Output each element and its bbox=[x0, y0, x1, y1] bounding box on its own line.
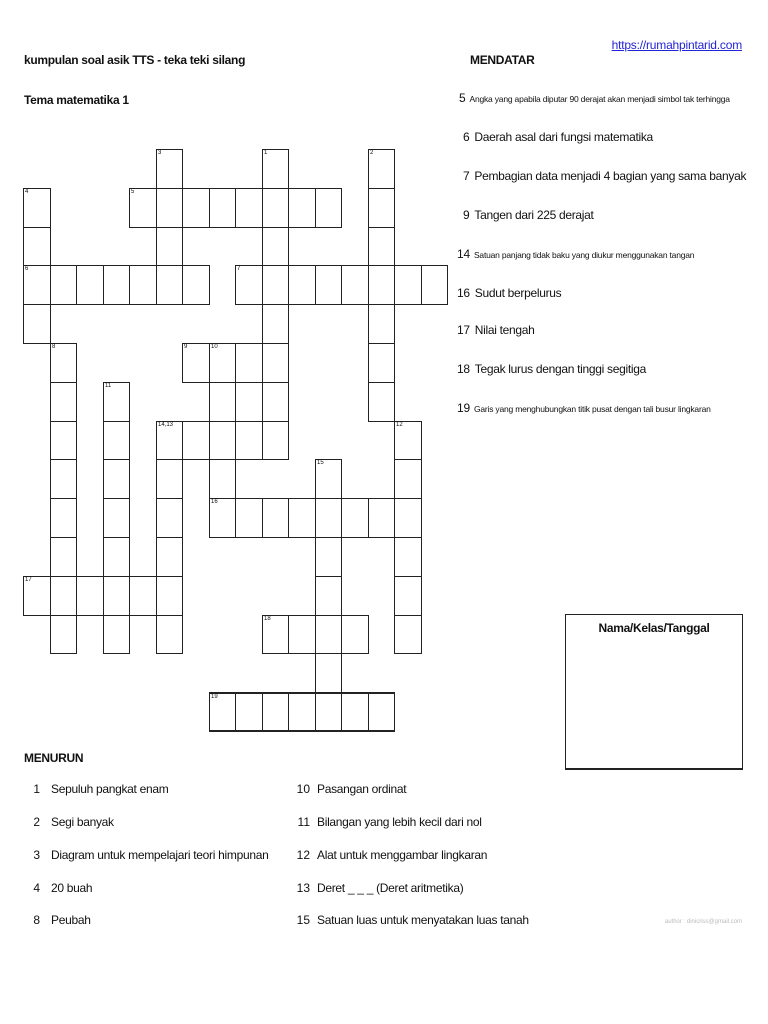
crossword-cell[interactable] bbox=[103, 615, 130, 654]
crossword-cell[interactable] bbox=[262, 343, 289, 383]
crossword-cell[interactable] bbox=[315, 498, 342, 538]
cell-number: 11 bbox=[105, 383, 112, 389]
crossword-cell[interactable] bbox=[368, 265, 395, 305]
crossword-cell[interactable] bbox=[235, 382, 263, 422]
menurun-heading: MENURUN bbox=[24, 751, 84, 765]
clue-number: 3 bbox=[33, 848, 40, 862]
crossword-cell[interactable] bbox=[341, 498, 369, 538]
crossword-cell[interactable] bbox=[368, 498, 395, 538]
crossword-cell[interactable] bbox=[209, 343, 236, 383]
crossword-cell[interactable] bbox=[103, 498, 130, 538]
crossword-cell[interactable] bbox=[315, 265, 342, 305]
crossword-cell[interactable] bbox=[394, 537, 422, 577]
crossword-cell[interactable] bbox=[235, 421, 263, 460]
crossword-cell[interactable] bbox=[315, 576, 342, 616]
site-link[interactable]: https://rumahpintarid.com bbox=[611, 38, 742, 52]
crossword-cell[interactable] bbox=[368, 149, 395, 189]
crossword-cell[interactable] bbox=[394, 576, 422, 616]
crossword-cell[interactable] bbox=[262, 188, 289, 228]
clue-text: 20 buah bbox=[51, 881, 93, 895]
clue-text: Sudut berpelurus bbox=[474, 286, 562, 300]
crossword-cell[interactable] bbox=[235, 692, 263, 732]
crossword-cell[interactable] bbox=[315, 692, 342, 732]
crossword-cell[interactable] bbox=[341, 615, 369, 654]
clue-text: Satuan luas untuk menyatakan luas tanah bbox=[317, 913, 529, 927]
crossword-cell[interactable] bbox=[315, 188, 342, 228]
clue-text: Alat untuk menggambar lingkaran bbox=[317, 848, 488, 862]
crossword-cell[interactable] bbox=[50, 265, 77, 305]
clue-text: Tangen dari 225 derajat bbox=[474, 208, 594, 222]
crossword-cell[interactable] bbox=[288, 498, 316, 538]
crossword-cell[interactable] bbox=[182, 343, 210, 383]
clue-number: 17 bbox=[457, 323, 470, 337]
mendatar-clue bbox=[457, 401, 711, 415]
crossword-cell[interactable] bbox=[129, 576, 157, 616]
cell-number: 12 bbox=[396, 422, 403, 428]
crossword-cell[interactable] bbox=[288, 188, 316, 228]
crossword-cell[interactable] bbox=[76, 265, 104, 305]
clue-number: 19 bbox=[457, 401, 470, 415]
mendatar-clue bbox=[457, 362, 646, 376]
cell-number: 19 bbox=[211, 694, 218, 700]
clue-number: 15 bbox=[296, 913, 310, 927]
clue-number: 11 bbox=[297, 815, 310, 829]
clue-number: 6 bbox=[463, 130, 470, 144]
worksheet-subtitle: Tema matematika 1 bbox=[24, 93, 129, 107]
crossword-cell[interactable] bbox=[182, 421, 210, 460]
cell-number: 2 bbox=[370, 150, 374, 156]
crossword-cell[interactable] bbox=[209, 459, 236, 499]
clue-number: 16 bbox=[457, 286, 470, 300]
crossword-cell[interactable] bbox=[394, 498, 422, 538]
crossword-cell[interactable] bbox=[50, 459, 77, 499]
worksheet-title: kumpulan soal asik TTS - teka teki silang bbox=[24, 53, 246, 67]
crossword-cell[interactable] bbox=[262, 498, 289, 538]
crossword-cell[interactable] bbox=[262, 227, 289, 266]
crossword-cell[interactable] bbox=[341, 692, 369, 732]
crossword-cell[interactable] bbox=[368, 343, 395, 383]
crossword-cell[interactable] bbox=[368, 227, 395, 266]
clue-number: 9 bbox=[463, 208, 470, 222]
author-credit: author : dinicriss@gmail.com bbox=[664, 919, 742, 925]
cell-number: 9 bbox=[184, 344, 188, 350]
crossword-cell[interactable] bbox=[209, 692, 236, 732]
crossword-cell[interactable] bbox=[368, 304, 395, 344]
clue-text: Pembagian data menjadi 4 bagian yang sama banyak bbox=[474, 169, 747, 183]
crossword-cell[interactable] bbox=[341, 265, 369, 305]
crossword-cell[interactable] bbox=[50, 421, 77, 460]
cell-number: 10 bbox=[211, 344, 218, 350]
crossword-cell[interactable] bbox=[368, 188, 395, 228]
crossword-cell[interactable] bbox=[103, 382, 130, 422]
crossword-cell[interactable] bbox=[262, 382, 289, 422]
clue-text: Peubah bbox=[51, 913, 91, 927]
cell-number: 14,13 bbox=[158, 422, 174, 428]
crossword-cell[interactable] bbox=[156, 498, 183, 538]
crossword-cell[interactable] bbox=[156, 265, 183, 305]
clue-text: Bilangan yang lebih kecil dari nol bbox=[317, 815, 482, 829]
clue-number: 13 bbox=[296, 881, 310, 895]
crossword-cell[interactable] bbox=[235, 498, 263, 538]
namebox-label: Nama/Kelas/Tanggal bbox=[598, 621, 710, 635]
crossword-cell[interactable] bbox=[50, 576, 77, 616]
cell-number: 7 bbox=[237, 266, 241, 272]
crossword-cell[interactable] bbox=[315, 459, 342, 499]
crossword-cell[interactable] bbox=[23, 576, 51, 616]
crossword-cell[interactable] bbox=[156, 537, 183, 577]
crossword-cell[interactable] bbox=[76, 576, 104, 616]
crossword-cell[interactable] bbox=[103, 537, 130, 577]
clue-number: 5 bbox=[459, 91, 466, 105]
crossword-cell[interactable] bbox=[156, 149, 183, 189]
crossword-cell[interactable] bbox=[23, 265, 51, 305]
cell-number: 1 bbox=[264, 150, 268, 156]
crossword-cell[interactable] bbox=[23, 304, 51, 344]
clue-number: 1 bbox=[33, 782, 40, 796]
crossword-cell[interactable] bbox=[103, 421, 130, 460]
crossword-cell[interactable] bbox=[50, 343, 77, 383]
crossword-cell[interactable] bbox=[315, 615, 342, 654]
clue-text: Nilai tengah bbox=[474, 323, 535, 337]
cell-number: 4 bbox=[25, 189, 29, 195]
crossword-cell[interactable] bbox=[50, 498, 77, 538]
crossword-cell[interactable] bbox=[288, 692, 316, 732]
cell-number: 8 bbox=[52, 344, 56, 350]
crossword-cell[interactable] bbox=[394, 421, 422, 460]
clue-text: Daerah asal dari fungsi matematika bbox=[474, 130, 653, 144]
clue-number: 10 bbox=[296, 782, 310, 796]
crossword-cell[interactable] bbox=[103, 576, 130, 616]
crossword-cell[interactable] bbox=[209, 382, 236, 422]
crossword-cell[interactable] bbox=[156, 227, 183, 266]
clue-number: 4 bbox=[33, 881, 40, 895]
crossword-cell[interactable] bbox=[129, 265, 157, 305]
mendatar-clue bbox=[463, 169, 746, 183]
mendatar-clue bbox=[457, 286, 561, 300]
crossword-cell[interactable] bbox=[368, 692, 395, 732]
crossword-cell[interactable] bbox=[235, 188, 263, 228]
crossword-cell[interactable] bbox=[235, 343, 263, 383]
crossword-cell[interactable] bbox=[394, 615, 422, 654]
clue-text: Satuan panjang tidak baku yang diukur menggunakan tangan bbox=[473, 250, 695, 260]
clue-text: Tegak lurus dengan tinggi segitiga bbox=[474, 362, 647, 376]
clue-number: 14 bbox=[457, 247, 470, 261]
crossword-cell[interactable] bbox=[182, 188, 210, 228]
clue-number: 12 bbox=[296, 848, 310, 862]
crossword-cell[interactable] bbox=[368, 382, 395, 422]
cell-number: 18 bbox=[264, 616, 271, 622]
cell-number: 6 bbox=[25, 266, 29, 272]
crossword-cell[interactable] bbox=[156, 576, 183, 616]
crossword-cell[interactable] bbox=[23, 188, 51, 228]
clue-number: 18 bbox=[457, 362, 470, 376]
crossword-cell[interactable] bbox=[156, 421, 183, 460]
crossword-cell[interactable] bbox=[394, 265, 422, 305]
crossword-cell[interactable] bbox=[421, 265, 448, 305]
cell-number: 15 bbox=[317, 460, 324, 466]
crossword-cell[interactable] bbox=[262, 265, 289, 305]
crossword-cell[interactable] bbox=[315, 537, 342, 577]
crossword-cell[interactable] bbox=[23, 227, 51, 266]
crossword-cell[interactable] bbox=[156, 188, 183, 228]
cell-number: 17 bbox=[25, 577, 32, 583]
crossword-cell[interactable] bbox=[262, 421, 289, 460]
crossword-cell[interactable] bbox=[262, 615, 289, 654]
crossword-cell[interactable] bbox=[156, 459, 183, 499]
crossword-cell[interactable] bbox=[209, 498, 236, 538]
clue-text: Angka yang apabila diputar 90 derajat akan menjadi simbol tak terhingga bbox=[469, 94, 730, 104]
clue-text: Deret _ _ _ (Deret aritmetika) bbox=[317, 881, 464, 895]
crossword-cell[interactable] bbox=[50, 382, 77, 422]
clue-number: 7 bbox=[463, 169, 470, 183]
mendatar-clue bbox=[459, 91, 730, 105]
cell-number: 16 bbox=[211, 499, 218, 505]
crossword-cell[interactable] bbox=[103, 265, 130, 305]
clue-text: Segi banyak bbox=[51, 815, 114, 829]
cell-number: 5 bbox=[131, 189, 135, 195]
mendatar-clue bbox=[463, 208, 594, 222]
crossword-cell[interactable] bbox=[262, 692, 289, 732]
name-class-date-box[interactable] bbox=[565, 614, 743, 770]
crossword-cell[interactable] bbox=[50, 615, 77, 654]
crossword-cell[interactable] bbox=[315, 653, 342, 693]
crossword-cell[interactable] bbox=[103, 459, 130, 499]
crossword-cell[interactable] bbox=[182, 265, 210, 305]
crossword-cell[interactable] bbox=[394, 459, 422, 499]
clue-text: Diagram untuk mempelajari teori himpunan bbox=[51, 848, 269, 862]
crossword-cell[interactable] bbox=[50, 537, 77, 577]
crossword-cell[interactable] bbox=[288, 265, 316, 305]
mendatar-heading: MENDATAR bbox=[470, 53, 535, 67]
crossword-cell[interactable] bbox=[288, 615, 316, 654]
mendatar-clue bbox=[457, 247, 694, 261]
clue-text: Sepuluh pangkat enam bbox=[51, 782, 169, 796]
crossword-cell[interactable] bbox=[156, 615, 183, 654]
crossword-cell[interactable] bbox=[209, 421, 236, 460]
mendatar-clue bbox=[457, 323, 535, 337]
crossword-cell[interactable] bbox=[262, 304, 289, 344]
mendatar-clue bbox=[463, 130, 653, 144]
clue-number: 8 bbox=[33, 913, 40, 927]
clue-text: Garis yang menghubungkan titik pusat dengan tali busur lingkaran bbox=[473, 404, 711, 414]
crossword-cell[interactable] bbox=[209, 188, 236, 228]
crossword-cell[interactable] bbox=[262, 149, 289, 189]
clue-number: 2 bbox=[33, 815, 40, 829]
cell-number: 3 bbox=[158, 150, 162, 156]
crossword-cell[interactable] bbox=[129, 188, 157, 228]
crossword-cell[interactable] bbox=[235, 265, 263, 305]
clue-text: Pasangan ordinat bbox=[317, 782, 407, 796]
